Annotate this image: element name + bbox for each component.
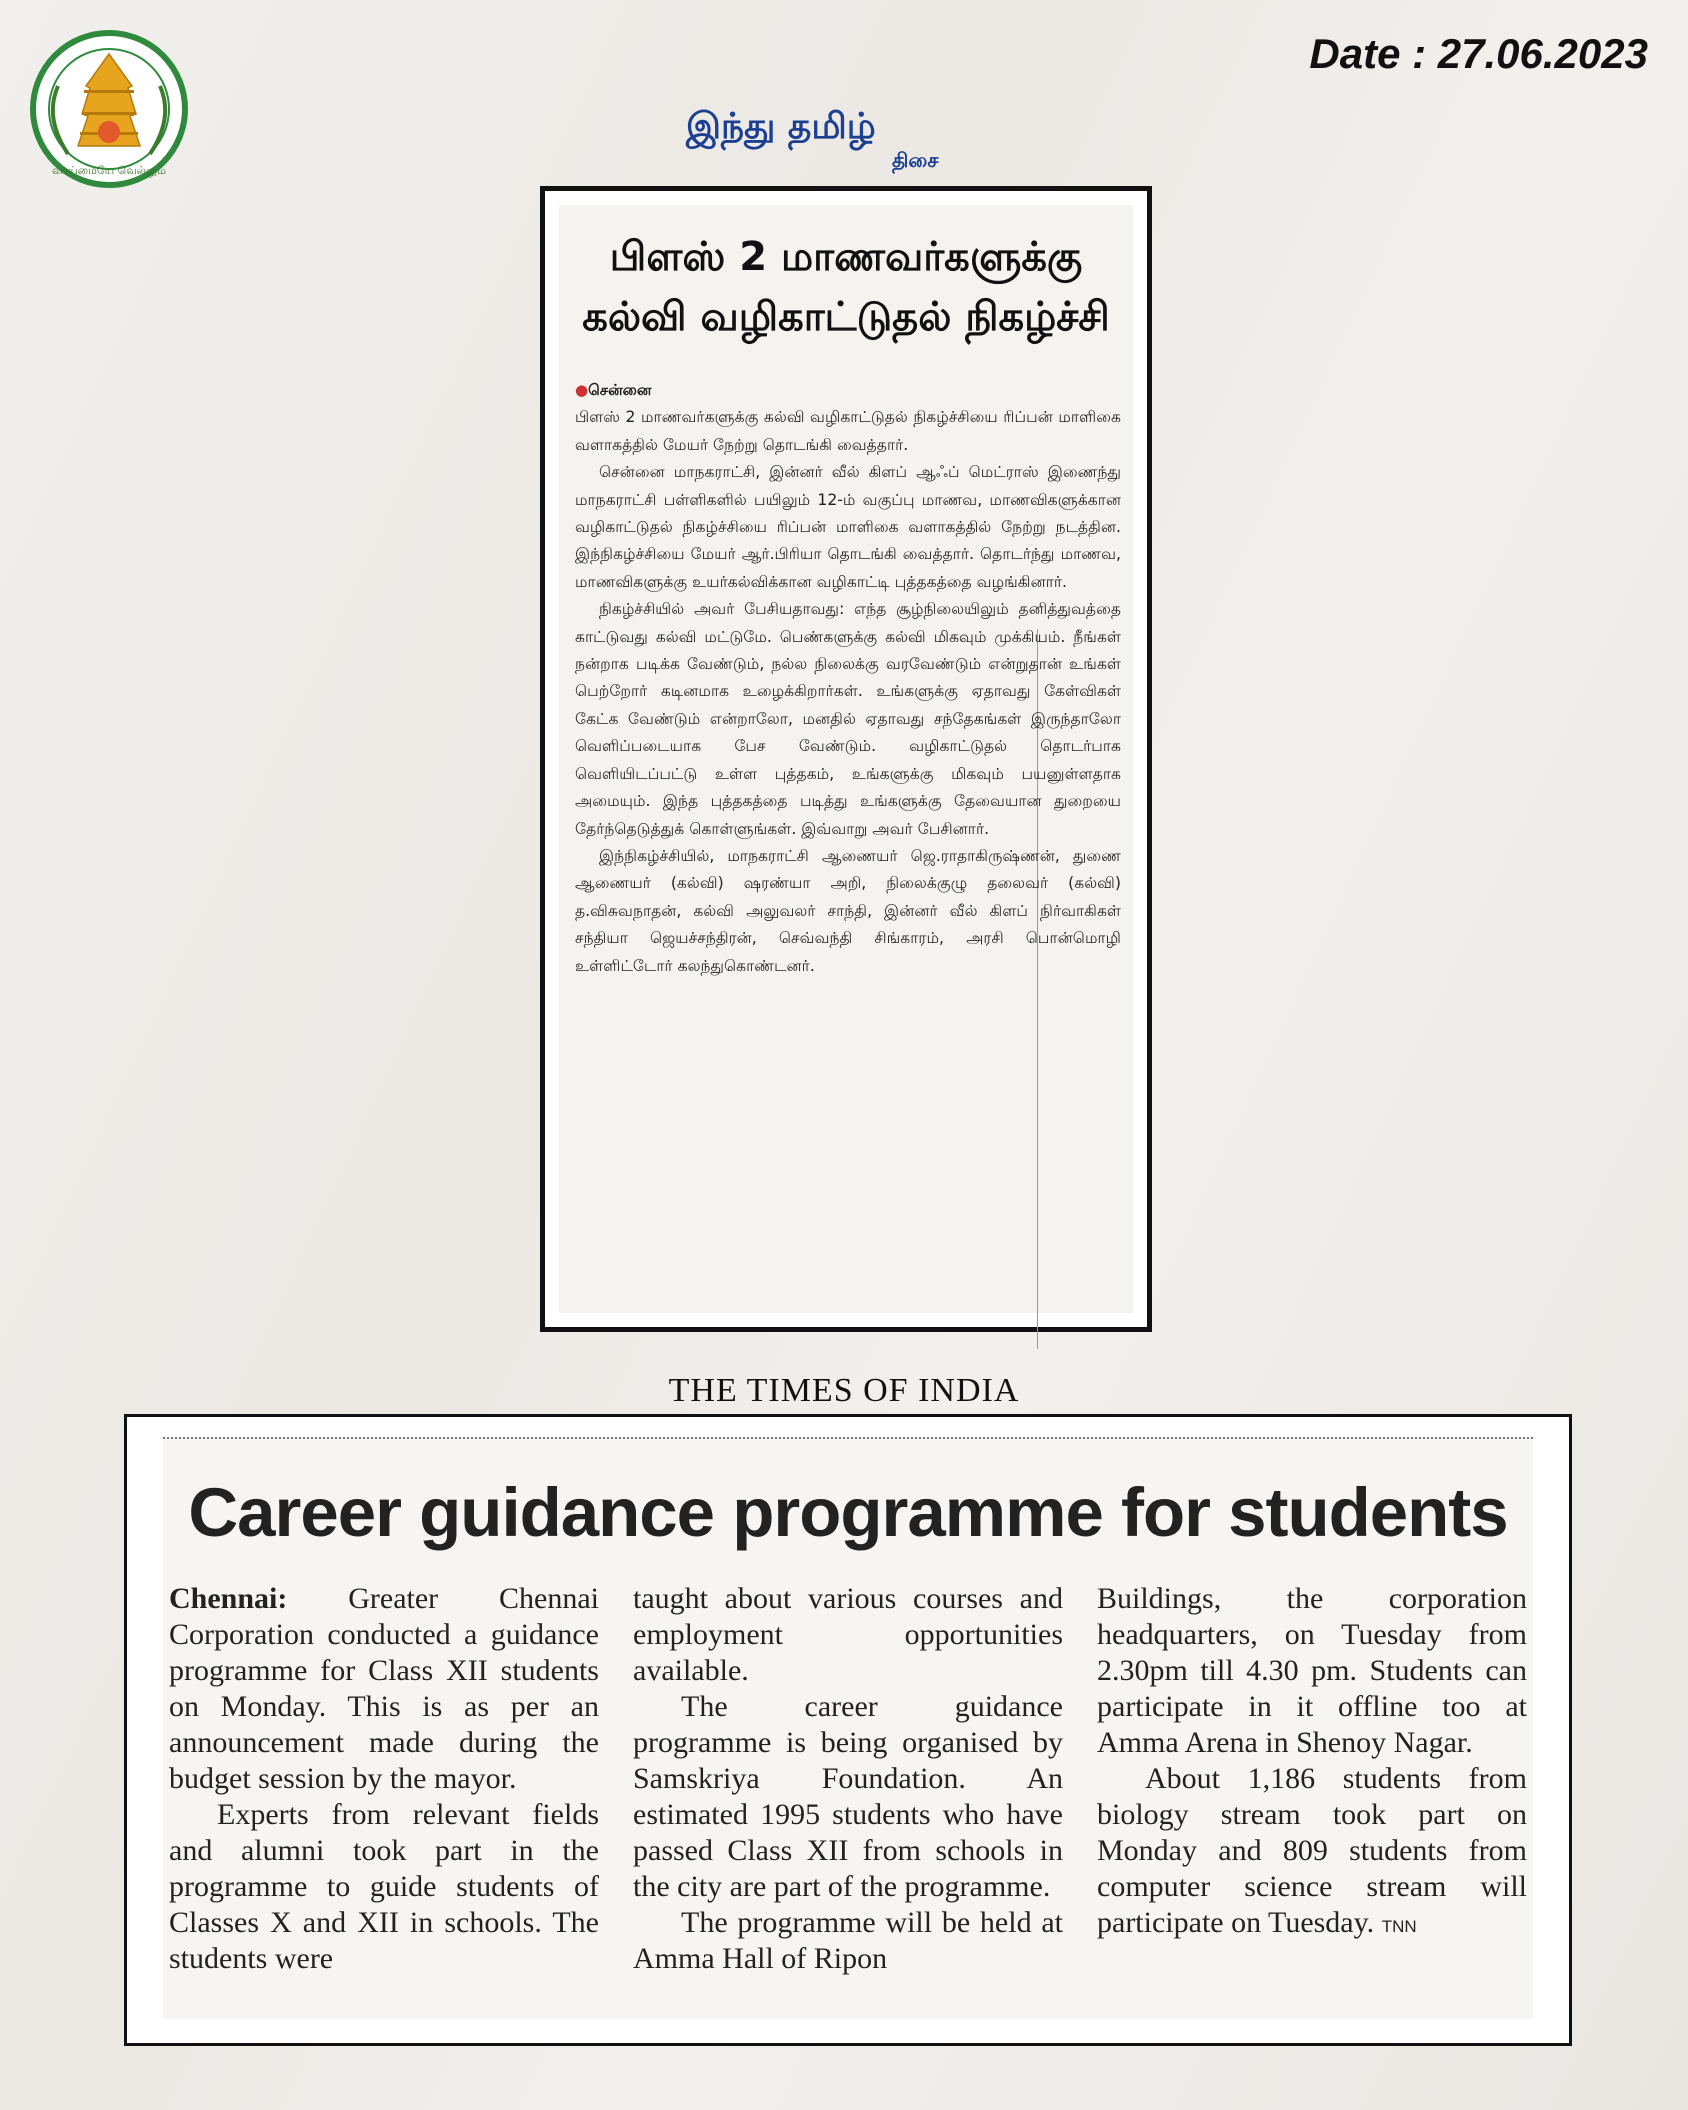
article-paragraph: The career guidance programme is being organised by Samskriya Foundation. An estimated 1995 students who have passed Class XII from schools in the city are part of the programme. <box>633 1690 1063 1903</box>
tamil-paragraph: நிகழ்ச்சியில் அவர் பேசியதாவது: எந்த சூழ்நிலையிலும் தனித்துவத்தை காட்டுவது கல்வி மட்டுமே. பெண்களுக்கு கல்வி மிகவும் முக்கியம். நீங்கள் நன்றாக படிக்க வேண்டும், நல்ல நிலைக்கு வரவேண்டும் என்றுதான் உங்கள் பெற்றோர் கடினமாக உழைக்கிறார்கள். உங்களுக்கு ஏதாவது கேள்விகள் கேட்க வேண்டும் என்றாலோ, மனதில் ஏதாவது சந்தேகங்கள் இருந்தாலோ வெளிப்படையாக பேச வேண்டும். வழிகாட்டுதல் தொடர்பாக வெளியிடப்பட்டு உள்ள புத்தகம், உங்களுக்கு மிகவும் பயனுள்ளதாக அமையும். இந்த புத்தகத்தை படித்து உங்களுக்கு தேவையான துறையை தேர்ந்தெடுத்துக் கொள்ளுங்கள். இவ்வாறு அவர் பேசினார். <box>575 600 1121 838</box>
english-article-columns <box>169 1581 1527 1977</box>
tamil-paragraph: பிளஸ் 2 மாணவர்களுக்கு கல்வி வழிகாட்டுதல் நிகழ்ச்சியை ரிப்பன் மாளிகை வளாகத்தில் மேயர் நேற்று தொடங்கி வைத்தார். <box>575 408 1121 454</box>
article-paragraph: Buildings, the corporation headquarters, on Tuesday from 2.30pm till 4.30 pm. Students can participate in it offline too at Amma Arena in Shenoy Nagar. <box>1097 1582 1527 1759</box>
english-clipping-paper <box>163 1437 1533 2019</box>
tamil-nadu-emblem <box>28 28 190 190</box>
article-column-1 <box>169 1581 599 1977</box>
article-text: About 1,186 students from biology stream took part on Monday and 809 students from computer science stream will participate on Tuesday. <box>1097 1762 1527 1939</box>
tamil-headline-line1: பிளஸ் 2 மாணவர்களுக்கு <box>609 234 1083 280</box>
english-news-clipping <box>124 1414 1572 2046</box>
emblem-motto: வாய்மையே வெல்லும் <box>51 164 167 177</box>
article-paragraph <box>169 1581 599 1797</box>
tamil-headline <box>559 227 1133 347</box>
tamil-dateline: ●சென்னை <box>575 381 652 399</box>
tamil-clipping-paper <box>559 205 1133 1313</box>
article-text: Greater Chennai Corporation conducted a guidance programme for Class XII students on Monday. This is as per an announcement made during the budget session by the mayor. <box>169 1582 600 1795</box>
tamil-paragraph: இந்நிகழ்ச்சியில், மாநகராட்சி ஆணையர் ஜெ.ராதாகிருஷ்ணன், துணை ஆணையர் (கல்வி) ஷரண்யா அறி, நிலைக்குழு தலைவர் (கல்வி) த.விசுவநாதன், கல்வி அலுவலர் சாந்தி, இன்னர் வீல் கிளப் நிர்வாகிகள் சந்தியா ஜெயச்சந்திரன், செவ்வந்தி சிங்காரம், அரசி பொன்மொழி உள்ளிட்டோர் கலந்துகொண்டனர். <box>575 846 1121 975</box>
masthead-title: இந்து தமிழ் <box>686 106 876 147</box>
tnn-credit: TNN <box>1381 1917 1417 1936</box>
date-label: Date : 27.06.2023 <box>1309 30 1648 77</box>
tamil-article-body <box>575 377 1121 980</box>
article-paragraph <box>1097 1761 1527 1945</box>
english-headline: Career guidance programme for students <box>188 1474 1508 1551</box>
tamil-dateline-text: சென்னை <box>588 381 652 399</box>
masthead-subtitle: திசை <box>892 148 939 172</box>
english-dateline: Chennai: <box>169 1582 288 1615</box>
article-column-2 <box>633 1581 1063 1977</box>
hindu-tamil-masthead <box>686 104 1006 174</box>
article-paragraph: Experts from relevant fields and alumni took part in the programme to guide students of Classes X and XII in schools. The students were <box>169 1798 599 1975</box>
article-column-3 <box>1097 1581 1527 1977</box>
article-paragraph: taught about various courses and employment opportunities available. <box>633 1582 1063 1687</box>
tamil-headline-line2: கல்வி வழிகாட்டுதல் நிகழ்ச்சி <box>582 294 1110 340</box>
times-of-india-label: THE TIMES OF INDIA <box>668 1372 1020 1409</box>
article-paragraph: The programme will be held at Amma Hall of Ripon <box>633 1906 1063 1975</box>
tamil-paragraph: சென்னை மாநகராட்சி, இன்னர் வீல் கிளப் ஆஃப் மெட்ராஸ் இணைந்து மாநகராட்சி பள்ளிகளில் பயிலும் 12-ம் வகுப்பு மாணவ, மாணவிகளுக்கான வழிகாட்டுதல் நிகழ்ச்சியை ரிப்பன் மாளிகை வளாகத்தில் நேற்று நடத்தின. இந்நிகழ்ச்சியை மேயர் ஆர்.பிரியா தொடங்கி வைத்தார். தொடர்ந்து மாணவ, மாணவிகளுக்கு உயர்கல்விக்கான வழிகாட்டி புத்தகத்தை வழங்கினார். <box>575 463 1121 591</box>
tamil-news-clipping <box>540 186 1152 1332</box>
